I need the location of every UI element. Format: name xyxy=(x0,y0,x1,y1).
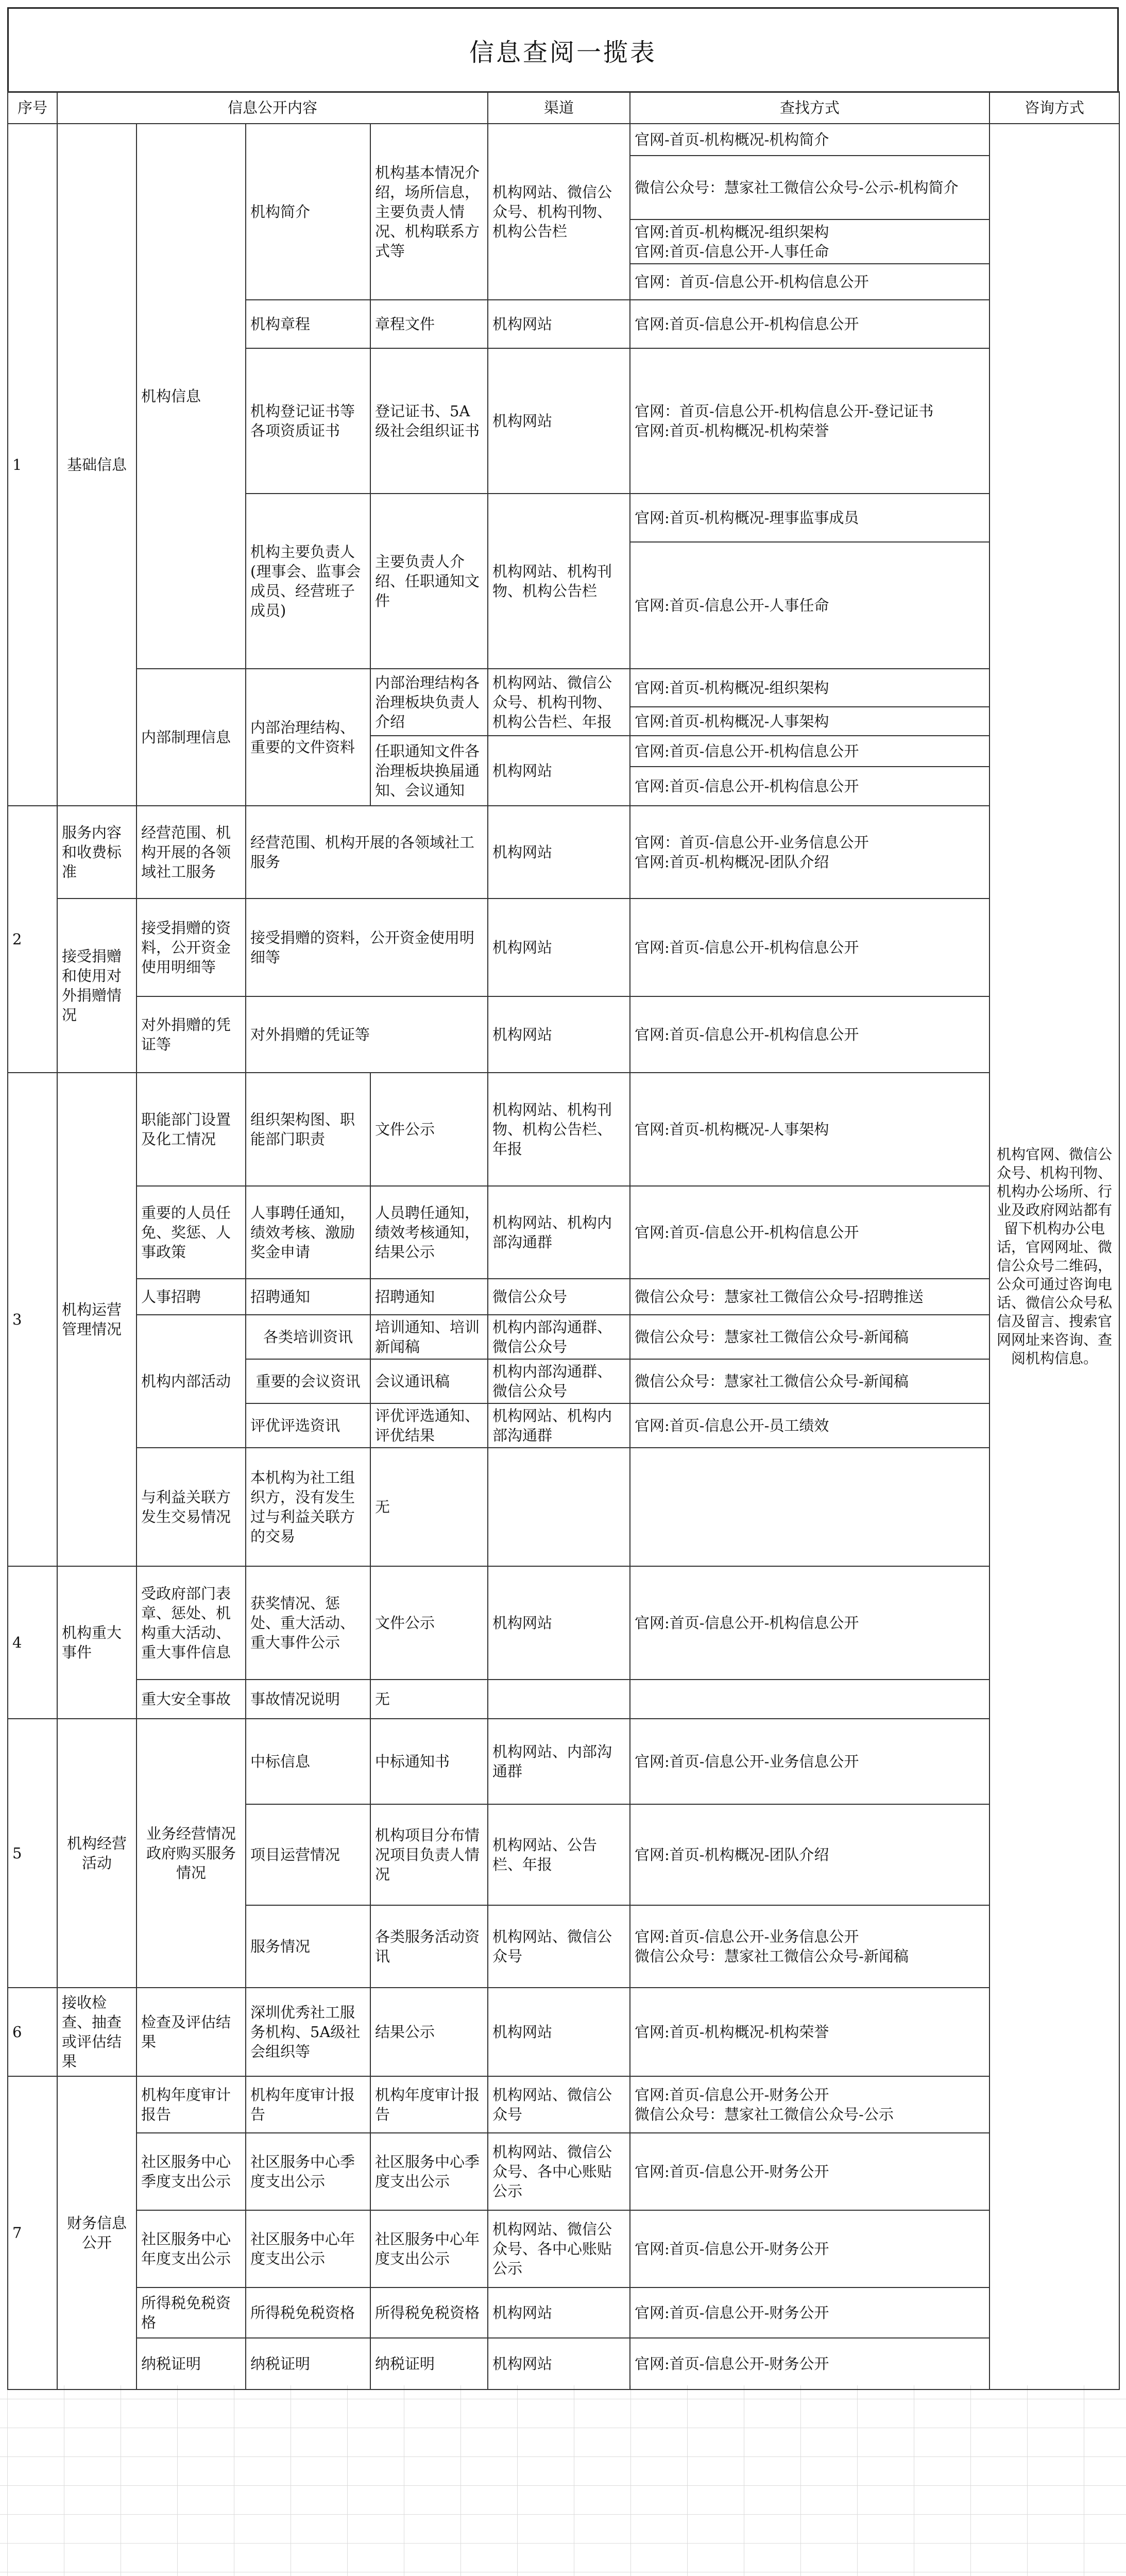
channel-cell: 机构网站、微信公众号、各中心账贴公示 xyxy=(488,2210,630,2287)
channel-cell: 机构网站 xyxy=(488,2338,630,2389)
method-cell xyxy=(630,1680,989,1719)
item-name: 内部治理结构、重要的文件资料 xyxy=(246,669,370,806)
item-desc2: 中标通知书 xyxy=(370,1719,488,1804)
item-name: 接受捐赠的资料，公开资金使用明细等 xyxy=(137,899,246,996)
table-row xyxy=(8,2210,1119,2287)
item-name: 机构章程 xyxy=(246,300,370,348)
table-row xyxy=(8,996,1119,1073)
method-cell: 官网:首页-信息公开-业务信息公开 微信公众号：慧家社工微信公众号-新闻稿 xyxy=(630,1905,989,1988)
category-cell: 基础信息 xyxy=(57,124,137,806)
subcategory-cell: 机构信息 xyxy=(137,124,246,669)
item-name: 职能部门设置及化工情况 xyxy=(137,1073,246,1186)
channel-cell: 机构网站、机构刊物、机构公告栏、年报 xyxy=(488,1073,630,1186)
subcategory-cell: 内部制理信息 xyxy=(137,669,246,806)
channel-cell xyxy=(488,1448,630,1566)
item-name: 机构简介 xyxy=(246,124,370,300)
page-title: 信息查阅一揽表 xyxy=(469,38,657,67)
item-desc: 章程文件 xyxy=(370,300,488,348)
seq-cell: 7 xyxy=(8,2076,57,2389)
item-name: 机构主要负责人 (理事会、监事会成员、经营班子成员) xyxy=(246,494,370,669)
item-desc: 招聘通知 xyxy=(246,1279,370,1315)
header-consult: 咨询方式 xyxy=(989,92,1119,124)
method-cell: 官网:首页-机构概况-组织架构 官网:首页-信息公开-人事任命 xyxy=(630,219,989,264)
channel-cell: 机构网站 xyxy=(488,1566,630,1680)
item-desc: 项目运营情况 xyxy=(246,1804,370,1905)
method-cell: 官网：首页-信息公开-机构信息公开-登记证书 官网:首页-机构概况-机构荣誉 xyxy=(630,348,989,494)
method-cell: 官网:首页-信息公开-财务公开 微信公众号：慧家社工微信公众号-公示 xyxy=(630,2076,989,2133)
item-desc: 组织架构图、职能部门职责 xyxy=(246,1073,370,1186)
channel-cell: 机构网站 xyxy=(488,736,630,806)
category-cell: 机构运营管理情况 xyxy=(57,1073,137,1566)
method-cell: 官网:首页-信息公开-员工绩效 xyxy=(630,1403,989,1448)
item-desc: 内部治理结构各治理板块负责人介绍 xyxy=(370,669,488,736)
item-name: 所得税免税资格 xyxy=(137,2287,246,2338)
item-name: 业务经营情况政府购买服务情况 xyxy=(137,1719,246,1988)
item-desc: 各类培训资讯 xyxy=(246,1315,370,1359)
item-name: 机构年度审计报告 xyxy=(137,2076,246,2133)
item-name: 机构登记证书等各项资质证书 xyxy=(246,348,370,494)
item-desc2: 社区服务中心季度支出公示 xyxy=(370,2133,488,2210)
table-row xyxy=(8,1279,1119,1315)
header-row xyxy=(8,92,1119,124)
method-cell: 官网:首页-信息公开-机构信息公开 xyxy=(630,996,989,1073)
category-cell: 机构经营活动 xyxy=(57,1719,137,1988)
channel-cell: 机构网站、公告栏、年报 xyxy=(488,1804,630,1905)
channel-cell: 微信公众号 xyxy=(488,1279,630,1315)
consult-cell: 机构官网、微信公众号、机构刊物、机构办公场所、行业及政府网站都有留下机构办公电话，官网网址、微信公众号二维码，公众可通过咨询电话、微信公众号私信及留言、搜索官网网址来咨询、查阅机构信息。 xyxy=(989,124,1119,2389)
item-name: 重要的人员任免、奖惩、人事政策 xyxy=(137,1186,246,1279)
channel-cell: 机构网站、微信公众号、各中心账贴公示 xyxy=(488,2133,630,2210)
channel-cell: 机构内部沟通群、微信公众号 xyxy=(488,1359,630,1403)
item-desc2: 会议通讯稿 xyxy=(370,1359,488,1403)
item-name: 经营范围、机构开展的各领域社工服务 xyxy=(137,806,246,899)
item-desc: 登记证书、5A级社会组织证书 xyxy=(370,348,488,494)
channel-cell: 机构网站 xyxy=(488,996,630,1073)
item-desc2: 无 xyxy=(370,1448,488,1566)
item-desc: 事故情况说明 xyxy=(246,1680,370,1719)
item-desc2: 无 xyxy=(370,1680,488,1719)
channel-cell: 机构网站 xyxy=(488,1988,630,2076)
channel-cell xyxy=(488,1680,630,1719)
category-cell: 接受捐赠和使用对外捐赠情况 xyxy=(57,899,137,1073)
channel-cell: 机构网站 xyxy=(488,806,630,899)
channel-cell: 机构网站、微信公众号 xyxy=(488,1905,630,1988)
item-desc: 社区服务中心年度支出公示 xyxy=(246,2210,370,2287)
item-name: 社区服务中心年度支出公示 xyxy=(137,2210,246,2287)
table-row xyxy=(8,899,1119,996)
method-cell: 官网:首页-信息公开-人事任命 xyxy=(630,542,989,669)
method-cell: 微信公众号：慧家社工微信公众号-新闻稿 xyxy=(630,1359,989,1403)
seq-cell: 6 xyxy=(8,1988,57,2076)
item-name: 人事招聘 xyxy=(137,1279,246,1315)
header-content: 信息公开内容 xyxy=(57,92,488,124)
table-row xyxy=(8,1186,1119,1279)
method-cell: 官网:首页-机构概况-组织架构 xyxy=(630,669,989,707)
table-row xyxy=(8,806,1119,899)
category-cell: 服务内容和收费标准 xyxy=(57,806,137,899)
method-cell: 官网:首页-信息公开-机构信息公开 xyxy=(630,736,989,767)
method-cell: 微信公众号：慧家社工微信公众号-公示-机构简介 xyxy=(630,156,989,219)
table-row xyxy=(8,2287,1119,2338)
channel-cell: 机构网站、微信公众号、机构刊物、机构公告栏 xyxy=(488,124,630,300)
method-cell: 官网:首页-信息公开-机构信息公开 xyxy=(630,1186,989,1279)
item-name: 检查及评估结果 xyxy=(137,1988,246,2076)
item-desc: 深圳优秀社工服务机构、5A级社会组织等 xyxy=(246,1988,370,2076)
item-name: 与利益关联方发生交易情况 xyxy=(137,1448,246,1566)
method-cell: 官网:首页-信息公开-财务公开 xyxy=(630,2133,989,2210)
channel-cell: 机构网站 xyxy=(488,300,630,348)
table-row xyxy=(8,669,1119,707)
method-cell: 官网:首页-信息公开-财务公开 xyxy=(630,2338,989,2389)
empty-sheet-grid xyxy=(0,2385,1126,2576)
item-desc: 机构年度审计报告 xyxy=(246,2076,370,2133)
method-cell: 官网:首页-机构概况-人事架构 xyxy=(630,1073,989,1186)
channel-cell: 机构网站 xyxy=(488,899,630,996)
category-cell: 机构重大事件 xyxy=(57,1566,137,1719)
seq-cell: 5 xyxy=(8,1719,57,1988)
seq-cell: 2 xyxy=(8,806,57,1073)
item-desc: 所得税免税资格 xyxy=(246,2287,370,2338)
seq-cell: 3 xyxy=(8,1073,57,1566)
item-desc: 人事聘任通知，绩效考核、激励奖金申请 xyxy=(246,1186,370,1279)
item-desc2: 社区服务中心年度支出公示 xyxy=(370,2210,488,2287)
item-desc: 主要负责人介绍、任职通知文件 xyxy=(370,494,488,669)
item-desc: 接受捐赠的资料，公开资金使用明细等 xyxy=(246,899,488,996)
item-name: 社区服务中心季度支出公示 xyxy=(137,2133,246,2210)
item-name: 机构内部活动 xyxy=(137,1315,246,1448)
info-table xyxy=(7,91,1120,2390)
item-desc2: 机构项目分布情况项目负责人情况 xyxy=(370,1804,488,1905)
method-cell: 官网:首页-信息公开-机构信息公开 xyxy=(630,300,989,348)
channel-cell: 机构网站 xyxy=(488,2287,630,2338)
item-desc2: 人员聘任通知，绩效考核通知，结果公示 xyxy=(370,1186,488,1279)
table-row xyxy=(8,1073,1119,1186)
channel-cell: 机构网站、机构刊物、机构公告栏 xyxy=(488,494,630,669)
method-cell: 官网:首页-机构概况-团队介绍 xyxy=(630,1804,989,1905)
channel-cell: 机构网站、机构内部沟通群 xyxy=(488,1403,630,1448)
table-row xyxy=(8,2338,1119,2389)
method-cell: 微信公众号：慧家社工微信公众号-新闻稿 xyxy=(630,1315,989,1359)
method-cell: 官网:首页-信息公开-财务公开 xyxy=(630,2287,989,2338)
item-desc2: 结果公示 xyxy=(370,1988,488,2076)
header-channel: 渠道 xyxy=(488,92,630,124)
header-seq: 序号 xyxy=(8,92,57,124)
item-name: 对外捐赠的凭证等 xyxy=(137,996,246,1073)
item-desc2: 评优评选通知、评优结果 xyxy=(370,1403,488,1448)
method-cell xyxy=(630,1448,989,1566)
item-name: 纳税证明 xyxy=(137,2338,246,2389)
method-cell: 官网:首页-信息公开-机构信息公开 xyxy=(630,767,989,806)
channel-cell: 机构内部沟通群、微信公众号 xyxy=(488,1315,630,1359)
channel-cell: 机构网站、内部沟通群 xyxy=(488,1719,630,1804)
item-desc: 评优评选资讯 xyxy=(246,1403,370,1448)
category-cell: 财务信息公开 xyxy=(57,2076,137,2389)
category-cell: 接收检查、抽查或评估结果 xyxy=(57,1988,137,2076)
item-desc: 纳税证明 xyxy=(246,2338,370,2389)
item-desc2: 机构年度审计报告 xyxy=(370,2076,488,2133)
item-desc: 获奖情况、惩处、重大活动、重大事件公示 xyxy=(246,1566,370,1680)
item-desc2: 所得税免税资格 xyxy=(370,2287,488,2338)
table-row xyxy=(8,1719,1119,1804)
table-row xyxy=(8,124,1119,156)
table-row xyxy=(8,1315,1119,1359)
item-desc: 任职通知文件各治理板块换届通知、会议通知 xyxy=(370,736,488,806)
channel-cell: 机构网站、微信公众号、机构刊物、机构公告栏、年报 xyxy=(488,669,630,736)
item-desc: 社区服务中心季度支出公示 xyxy=(246,2133,370,2210)
method-cell: 官网：首页-信息公开-业务信息公开 官网:首页-机构概况-团队介绍 xyxy=(630,806,989,899)
item-desc: 服务情况 xyxy=(246,1905,370,1988)
table-row xyxy=(8,1566,1119,1680)
table-row xyxy=(8,2076,1119,2133)
method-cell: 官网：首页-信息公开-机构信息公开 xyxy=(630,264,989,300)
method-cell: 官网:首页-机构概况-机构荣誉 xyxy=(630,1988,989,2076)
method-cell: 官网:首页-信息公开-机构信息公开 xyxy=(630,1566,989,1680)
method-cell: 官网:首页-信息公开-业务信息公开 xyxy=(630,1719,989,1804)
channel-cell: 机构网站、微信公众号 xyxy=(488,2076,630,2133)
title-box xyxy=(7,7,1119,93)
method-cell: 官网:首页-机构概况-理事监事成员 xyxy=(630,494,989,542)
item-desc: 本机构为社工组织方，没有发生过与利益关联方的交易 xyxy=(246,1448,370,1566)
method-cell: 官网:首页-机构概况-人事架构 xyxy=(630,707,989,736)
header-method: 查找方式 xyxy=(630,92,989,124)
item-desc2: 培训通知、培训新闻稿 xyxy=(370,1315,488,1359)
method-cell: 官网:首页-信息公开-财务公开 xyxy=(630,2210,989,2287)
item-desc2: 招聘通知 xyxy=(370,1279,488,1315)
item-desc: 重要的会议资讯 xyxy=(246,1359,370,1403)
item-desc2: 各类服务活动资讯 xyxy=(370,1905,488,1988)
table-row xyxy=(8,1448,1119,1566)
item-desc2: 纳税证明 xyxy=(370,2338,488,2389)
method-cell: 官网:首页-信息公开-机构信息公开 xyxy=(630,899,989,996)
item-desc2: 文件公示 xyxy=(370,1073,488,1186)
item-name: 重大安全事故 xyxy=(137,1680,246,1719)
channel-cell: 机构网站 xyxy=(488,348,630,494)
seq-cell: 4 xyxy=(8,1566,57,1719)
table-row xyxy=(8,2133,1119,2210)
method-cell: 官网-首页-机构概况-机构简介 xyxy=(630,124,989,156)
item-desc: 对外捐赠的凭证等 xyxy=(246,996,488,1073)
item-desc: 经营范围、机构开展的各领域社工服务 xyxy=(246,806,488,899)
table-row xyxy=(8,1988,1119,2076)
item-desc2: 文件公示 xyxy=(370,1566,488,1680)
channel-cell: 机构网站、机构内部沟通群 xyxy=(488,1186,630,1279)
item-desc: 中标信息 xyxy=(246,1719,370,1804)
item-name: 受政府部门表章、惩处、机构重大活动、重大事件信息 xyxy=(137,1566,246,1680)
seq-cell: 1 xyxy=(8,124,57,806)
item-desc: 机构基本情况介绍，场所信息，主要负责人情况、机构联系方式等 xyxy=(370,124,488,300)
table-row xyxy=(8,1680,1119,1719)
method-cell: 微信公众号：慧家社工微信公众号-招聘推送 xyxy=(630,1279,989,1315)
